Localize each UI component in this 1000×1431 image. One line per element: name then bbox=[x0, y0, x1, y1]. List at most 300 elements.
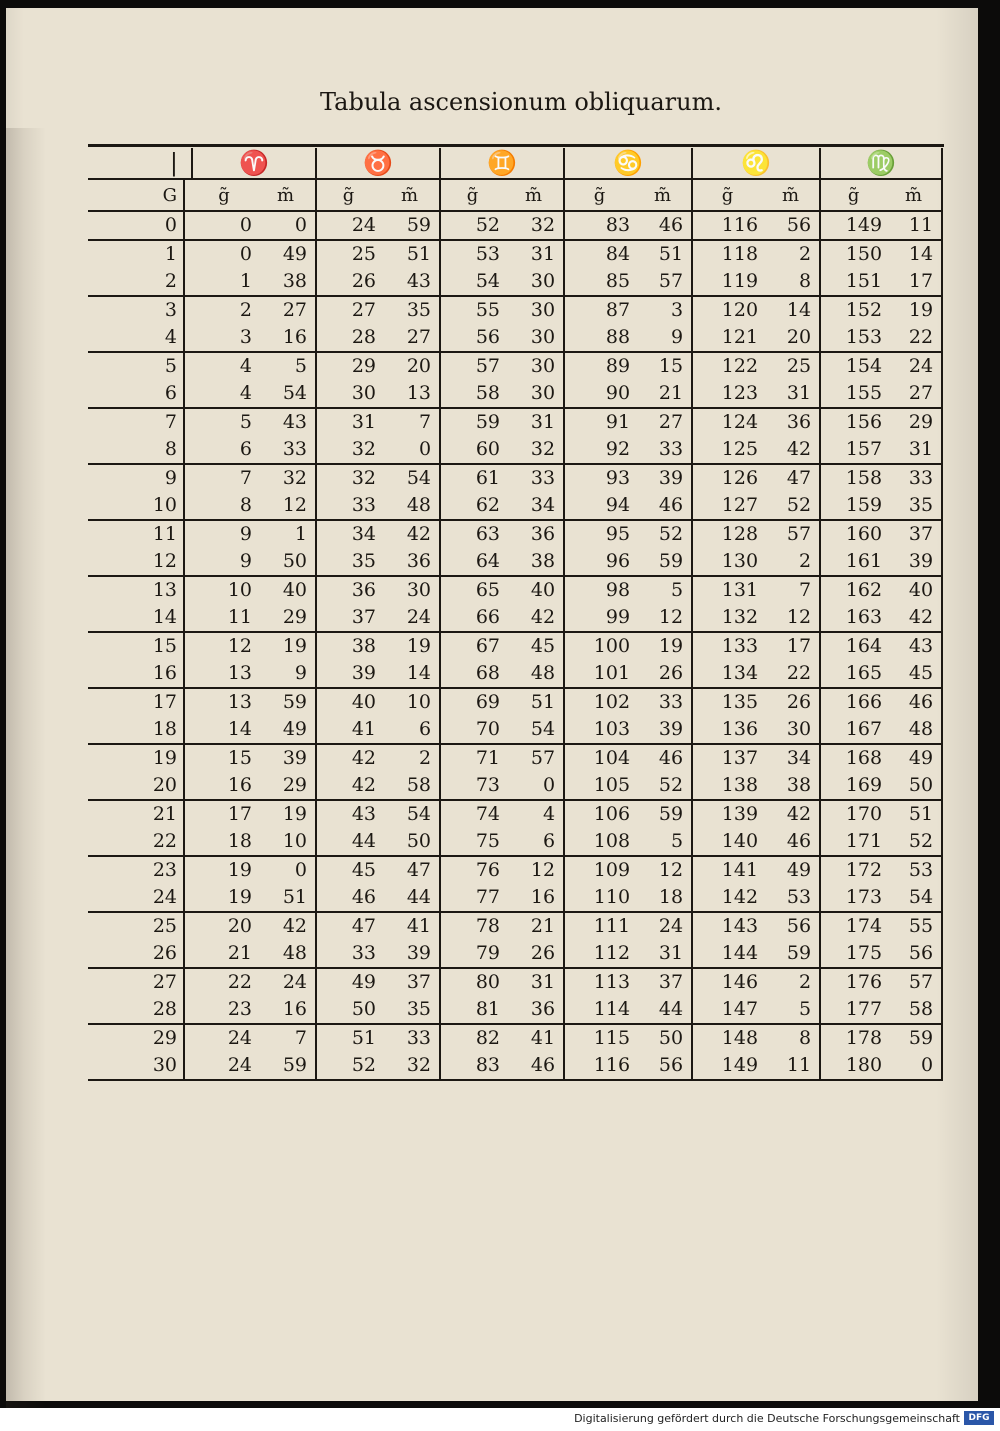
unit-deg-aries: g̃ bbox=[192, 179, 256, 211]
degree-cell: 29 bbox=[88, 1024, 184, 1052]
value-deg-leo: 140 bbox=[721, 830, 759, 852]
value-min-aries: 40 bbox=[256, 576, 316, 604]
value-min-taurus: 0 bbox=[380, 436, 440, 464]
value-deg-gemini: 58 bbox=[475, 382, 501, 404]
value-deg-taurus: 37 bbox=[351, 606, 377, 628]
value-min-leo: 8 bbox=[762, 1024, 820, 1052]
row-spacer bbox=[184, 576, 192, 604]
value-min-virgo: 49 bbox=[886, 744, 942, 772]
value-deg-leo: 119 bbox=[721, 270, 759, 292]
value-min-cancer: 39 bbox=[634, 716, 692, 744]
value-deg-virgo: 157 bbox=[845, 438, 883, 460]
value-deg-aries: 19 bbox=[227, 886, 252, 908]
value-deg-virgo: 168 bbox=[820, 744, 886, 772]
value-deg-aries: 18 bbox=[227, 830, 252, 852]
value-min-cancer: 57 bbox=[634, 268, 692, 296]
value-min-cancer: 12 bbox=[634, 604, 692, 632]
row-spacer bbox=[184, 324, 192, 352]
value-min-cancer: 37 bbox=[634, 968, 692, 996]
value-deg-virgo: 161 bbox=[845, 550, 883, 572]
value-deg-cancer: 115 bbox=[564, 1024, 634, 1052]
value-min-virgo: 17 bbox=[886, 268, 942, 296]
value-min-leo: 47 bbox=[762, 464, 820, 492]
table-row bbox=[88, 632, 942, 660]
table-row bbox=[88, 884, 942, 912]
value-min-gemini: 16 bbox=[504, 884, 564, 912]
table-row bbox=[88, 800, 942, 828]
value-deg-cancer: 105 bbox=[593, 774, 631, 796]
value-min-aries: 29 bbox=[256, 604, 316, 632]
value-min-virgo: 40 bbox=[886, 576, 942, 604]
table-row bbox=[88, 324, 942, 352]
value-min-leo: 52 bbox=[762, 492, 820, 520]
value-min-cancer: 59 bbox=[634, 548, 692, 576]
value-min-taurus: 35 bbox=[380, 996, 440, 1024]
value-min-leo: 11 bbox=[762, 1052, 820, 1080]
value-deg-cancer: 116 bbox=[564, 1052, 634, 1080]
value-deg-taurus: 47 bbox=[316, 912, 380, 940]
degree-cell: 17 bbox=[88, 688, 184, 716]
value-min-aries: 38 bbox=[256, 268, 316, 296]
value-deg-leo: 125 bbox=[721, 438, 759, 460]
value-deg-leo: 136 bbox=[721, 718, 759, 740]
value-deg-virgo: 165 bbox=[845, 662, 883, 684]
value-deg-aries: 3 bbox=[239, 326, 252, 348]
value-min-gemini: 36 bbox=[504, 996, 564, 1024]
value-deg-leo: 144 bbox=[721, 942, 759, 964]
value-min-aries: 32 bbox=[256, 464, 316, 492]
value-deg-cancer: 92 bbox=[605, 438, 631, 460]
degree-cell: 16 bbox=[88, 660, 184, 688]
value-min-aries: 12 bbox=[256, 492, 316, 520]
row-spacer bbox=[184, 884, 192, 912]
degree-cell: 20 bbox=[88, 772, 184, 800]
value-deg-virgo: 149 bbox=[820, 211, 886, 240]
value-deg-gemini: 53 bbox=[440, 240, 504, 268]
value-deg-virgo: 180 bbox=[820, 1052, 886, 1080]
value-min-cancer: 27 bbox=[634, 408, 692, 436]
table-row bbox=[88, 240, 942, 268]
row-spacer bbox=[184, 772, 192, 800]
value-deg-taurus: 46 bbox=[351, 886, 377, 908]
table-row bbox=[88, 380, 942, 408]
value-min-gemini: 30 bbox=[504, 380, 564, 408]
value-deg-gemini: 74 bbox=[440, 800, 504, 828]
value-min-leo: 2 bbox=[762, 240, 820, 268]
value-deg-taurus: 35 bbox=[351, 550, 377, 572]
value-min-taurus: 47 bbox=[380, 856, 440, 884]
value-min-gemini: 57 bbox=[504, 744, 564, 772]
value-min-aries: 0 bbox=[256, 856, 316, 884]
degree-cell: 25 bbox=[88, 912, 184, 940]
sign-leo-icon: ♌ bbox=[692, 148, 820, 179]
value-min-gemini: 26 bbox=[504, 940, 564, 968]
value-min-cancer: 15 bbox=[634, 352, 692, 380]
value-min-aries: 10 bbox=[256, 828, 316, 856]
value-deg-taurus: 44 bbox=[351, 830, 377, 852]
value-deg-leo: 139 bbox=[692, 800, 762, 828]
table-row bbox=[88, 828, 942, 856]
row-spacer bbox=[184, 604, 192, 632]
value-min-aries: 49 bbox=[256, 716, 316, 744]
value-min-leo: 56 bbox=[762, 912, 820, 940]
table-row bbox=[88, 744, 942, 772]
value-min-taurus: 13 bbox=[380, 380, 440, 408]
degree-cell: 28 bbox=[88, 996, 184, 1024]
value-min-virgo: 59 bbox=[886, 1024, 942, 1052]
ascension-table bbox=[88, 148, 943, 1081]
value-deg-leo: 147 bbox=[721, 998, 759, 1020]
value-min-aries: 48 bbox=[256, 940, 316, 968]
unit-min-virgo: m̃ bbox=[886, 179, 942, 211]
value-min-gemini: 31 bbox=[504, 408, 564, 436]
value-deg-aries: 14 bbox=[227, 718, 252, 740]
value-min-gemini: 45 bbox=[504, 632, 564, 660]
value-min-leo: 57 bbox=[762, 520, 820, 548]
value-deg-cancer: 88 bbox=[605, 326, 631, 348]
row-spacer bbox=[184, 520, 192, 548]
value-min-virgo: 24 bbox=[886, 352, 942, 380]
value-deg-taurus: 24 bbox=[316, 211, 380, 240]
value-min-gemini: 30 bbox=[504, 296, 564, 324]
value-min-taurus: 50 bbox=[380, 828, 440, 856]
value-deg-gemini: 55 bbox=[440, 296, 504, 324]
value-min-cancer: 44 bbox=[634, 996, 692, 1024]
value-min-virgo: 52 bbox=[886, 828, 942, 856]
value-min-cancer: 31 bbox=[634, 940, 692, 968]
value-deg-cancer: 113 bbox=[564, 968, 634, 996]
value-deg-leo: 141 bbox=[692, 856, 762, 884]
value-min-cancer: 19 bbox=[634, 632, 692, 660]
value-deg-cancer: 90 bbox=[605, 382, 631, 404]
value-deg-aries: 7 bbox=[192, 464, 256, 492]
value-min-cancer: 46 bbox=[634, 744, 692, 772]
value-min-taurus: 44 bbox=[380, 884, 440, 912]
value-deg-cancer: 102 bbox=[564, 688, 634, 716]
row-spacer bbox=[184, 856, 192, 884]
value-deg-leo: 146 bbox=[692, 968, 762, 996]
value-deg-leo: 124 bbox=[692, 408, 762, 436]
value-min-aries: 16 bbox=[256, 996, 316, 1024]
value-deg-taurus: 32 bbox=[351, 438, 377, 460]
value-deg-cancer: 96 bbox=[605, 550, 631, 572]
value-min-leo: 56 bbox=[762, 211, 820, 240]
value-min-gemini: 51 bbox=[504, 688, 564, 716]
value-min-gemini: 21 bbox=[504, 912, 564, 940]
sign-cancer-icon: ♋ bbox=[564, 148, 692, 179]
value-deg-taurus: 29 bbox=[316, 352, 380, 380]
row-spacer bbox=[184, 408, 192, 436]
value-deg-gemini: 64 bbox=[475, 550, 501, 572]
value-min-leo: 53 bbox=[762, 884, 820, 912]
degree-cell: 8 bbox=[88, 436, 184, 464]
value-deg-leo: 130 bbox=[721, 550, 759, 572]
value-deg-cancer: 106 bbox=[564, 800, 634, 828]
table-row bbox=[88, 464, 942, 492]
value-deg-cancer: 91 bbox=[564, 408, 634, 436]
sign-virgo-icon: ♍ bbox=[820, 148, 942, 179]
value-min-gemini: 30 bbox=[504, 324, 564, 352]
value-deg-aries: 9 bbox=[192, 520, 256, 548]
value-deg-virgo: 173 bbox=[845, 886, 883, 908]
value-deg-aries: 1 bbox=[239, 270, 252, 292]
row-spacer bbox=[184, 800, 192, 828]
value-deg-virgo: 170 bbox=[820, 800, 886, 828]
value-min-taurus: 37 bbox=[380, 968, 440, 996]
value-min-leo: 31 bbox=[762, 380, 820, 408]
value-min-virgo: 31 bbox=[886, 436, 942, 464]
row-spacer bbox=[184, 296, 192, 324]
value-min-aries: 59 bbox=[256, 1052, 316, 1080]
degree-cell: 7 bbox=[88, 408, 184, 436]
value-min-cancer: 52 bbox=[634, 772, 692, 800]
value-min-taurus: 58 bbox=[380, 772, 440, 800]
value-deg-virgo: 151 bbox=[845, 270, 883, 292]
value-deg-taurus: 28 bbox=[351, 326, 377, 348]
value-min-aries: 33 bbox=[256, 436, 316, 464]
value-deg-leo: 135 bbox=[692, 688, 762, 716]
unit-spacer bbox=[184, 179, 192, 211]
unit-min-taurus: m̃ bbox=[380, 179, 440, 211]
value-deg-aries: 24 bbox=[192, 1052, 256, 1080]
value-min-virgo: 29 bbox=[886, 408, 942, 436]
value-min-cancer: 24 bbox=[634, 912, 692, 940]
value-deg-virgo: 163 bbox=[845, 606, 883, 628]
value-deg-taurus: 52 bbox=[316, 1052, 380, 1080]
value-min-aries: 29 bbox=[256, 772, 316, 800]
row-spacer bbox=[184, 912, 192, 940]
value-min-aries: 0 bbox=[256, 211, 316, 240]
value-deg-leo: 118 bbox=[692, 240, 762, 268]
unit-deg-taurus: g̃ bbox=[316, 179, 380, 211]
value-deg-cancer: 85 bbox=[605, 270, 631, 292]
value-min-gemini: 4 bbox=[504, 800, 564, 828]
degree-cell: 2 bbox=[88, 268, 184, 296]
value-deg-gemini: 81 bbox=[475, 998, 501, 1020]
row-spacer bbox=[184, 464, 192, 492]
degree-cell: 21 bbox=[88, 800, 184, 828]
value-deg-cancer: 98 bbox=[564, 576, 634, 604]
degree-cell: 5 bbox=[88, 352, 184, 380]
value-min-aries: 42 bbox=[256, 912, 316, 940]
table-row bbox=[88, 912, 942, 940]
table-row bbox=[88, 772, 942, 800]
value-deg-taurus: 34 bbox=[316, 520, 380, 548]
value-min-leo: 12 bbox=[762, 604, 820, 632]
value-deg-gemini: 56 bbox=[475, 326, 501, 348]
value-min-gemini: 42 bbox=[504, 604, 564, 632]
sign-aries-icon: ♈ bbox=[192, 148, 316, 179]
value-min-virgo: 39 bbox=[886, 548, 942, 576]
value-deg-gemini: 76 bbox=[440, 856, 504, 884]
value-deg-aries: 12 bbox=[192, 632, 256, 660]
value-min-virgo: 50 bbox=[886, 772, 942, 800]
value-deg-virgo: 160 bbox=[820, 520, 886, 548]
value-deg-gemini: 80 bbox=[440, 968, 504, 996]
table-row bbox=[88, 940, 942, 968]
value-min-aries: 7 bbox=[256, 1024, 316, 1052]
value-deg-aries: 23 bbox=[227, 998, 252, 1020]
value-deg-cancer: 94 bbox=[605, 494, 631, 516]
unit-deg-leo: g̃ bbox=[692, 179, 762, 211]
table-row bbox=[88, 1024, 942, 1052]
row-spacer bbox=[184, 828, 192, 856]
row-spacer bbox=[184, 352, 192, 380]
unit-deg-cancer: g̃ bbox=[564, 179, 634, 211]
value-min-virgo: 0 bbox=[886, 1052, 942, 1080]
value-min-taurus: 42 bbox=[380, 520, 440, 548]
value-deg-aries: 13 bbox=[192, 688, 256, 716]
value-min-leo: 8 bbox=[762, 268, 820, 296]
value-deg-cancer: 108 bbox=[593, 830, 631, 852]
degree-cell: 4 bbox=[88, 324, 184, 352]
value-deg-aries: 5 bbox=[192, 408, 256, 436]
value-min-cancer: 26 bbox=[634, 660, 692, 688]
sign-gemini-icon: ♊ bbox=[440, 148, 564, 179]
value-min-virgo: 57 bbox=[886, 968, 942, 996]
value-min-taurus: 20 bbox=[380, 352, 440, 380]
value-min-virgo: 54 bbox=[886, 884, 942, 912]
value-deg-gemini: 68 bbox=[475, 662, 501, 684]
value-min-virgo: 58 bbox=[886, 996, 942, 1024]
value-deg-virgo: 175 bbox=[845, 942, 883, 964]
value-min-taurus: 7 bbox=[380, 408, 440, 436]
value-min-aries: 49 bbox=[256, 240, 316, 268]
degree-cell: 22 bbox=[88, 828, 184, 856]
value-deg-virgo: 154 bbox=[820, 352, 886, 380]
value-deg-leo: 128 bbox=[692, 520, 762, 548]
value-min-taurus: 30 bbox=[380, 576, 440, 604]
value-min-cancer: 46 bbox=[634, 211, 692, 240]
value-deg-taurus: 45 bbox=[316, 856, 380, 884]
value-min-gemini: 46 bbox=[504, 1052, 564, 1080]
value-min-virgo: 48 bbox=[886, 716, 942, 744]
value-min-gemini: 38 bbox=[504, 548, 564, 576]
value-min-aries: 16 bbox=[256, 324, 316, 352]
table-row bbox=[88, 996, 942, 1024]
value-deg-virgo: 152 bbox=[820, 296, 886, 324]
value-min-leo: 5 bbox=[762, 996, 820, 1024]
value-deg-taurus: 42 bbox=[316, 744, 380, 772]
value-min-cancer: 51 bbox=[634, 240, 692, 268]
value-deg-gemini: 60 bbox=[475, 438, 501, 460]
unit-min-gemini: m̃ bbox=[504, 179, 564, 211]
value-min-cancer: 56 bbox=[634, 1052, 692, 1080]
value-min-aries: 51 bbox=[256, 884, 316, 912]
table-body bbox=[88, 148, 942, 1080]
table-row bbox=[88, 716, 942, 744]
value-min-virgo: 22 bbox=[886, 324, 942, 352]
table-row bbox=[88, 1052, 942, 1080]
value-min-gemini: 0 bbox=[504, 772, 564, 800]
value-deg-gemini: 57 bbox=[440, 352, 504, 380]
value-deg-leo: 134 bbox=[721, 662, 759, 684]
value-min-gemini: 30 bbox=[504, 268, 564, 296]
value-deg-leo: 127 bbox=[721, 494, 759, 516]
value-min-aries: 9 bbox=[256, 660, 316, 688]
value-min-aries: 54 bbox=[256, 380, 316, 408]
degree-cell: 23 bbox=[88, 856, 184, 884]
value-min-gemini: 48 bbox=[504, 660, 564, 688]
value-deg-taurus: 42 bbox=[351, 774, 377, 796]
value-min-virgo: 55 bbox=[886, 912, 942, 940]
value-deg-taurus: 33 bbox=[351, 942, 377, 964]
value-min-taurus: 19 bbox=[380, 632, 440, 660]
value-deg-virgo: 156 bbox=[820, 408, 886, 436]
degree-cell: 0 bbox=[88, 211, 184, 240]
value-min-cancer: 50 bbox=[634, 1024, 692, 1052]
dfg-logo-icon: DFG bbox=[964, 1411, 994, 1425]
table-row bbox=[88, 856, 942, 884]
value-min-virgo: 46 bbox=[886, 688, 942, 716]
unit-min-cancer: m̃ bbox=[634, 179, 692, 211]
value-deg-leo: 138 bbox=[721, 774, 759, 796]
value-deg-aries: 15 bbox=[192, 744, 256, 772]
value-min-leo: 59 bbox=[762, 940, 820, 968]
value-min-taurus: 24 bbox=[380, 604, 440, 632]
row-spacer bbox=[184, 268, 192, 296]
value-min-aries: 27 bbox=[256, 296, 316, 324]
value-min-taurus: 51 bbox=[380, 240, 440, 268]
value-deg-taurus: 26 bbox=[351, 270, 377, 292]
value-deg-aries: 16 bbox=[227, 774, 252, 796]
degree-cell: 14 bbox=[88, 604, 184, 632]
table-row bbox=[88, 660, 942, 688]
value-deg-leo: 132 bbox=[721, 606, 759, 628]
value-deg-taurus: 36 bbox=[316, 576, 380, 604]
sign-header-row bbox=[88, 148, 942, 179]
value-min-cancer: 52 bbox=[634, 520, 692, 548]
degree-cell: 3 bbox=[88, 296, 184, 324]
value-deg-aries: 9 bbox=[239, 550, 252, 572]
row-spacer bbox=[184, 940, 192, 968]
value-min-leo: 34 bbox=[762, 744, 820, 772]
value-min-virgo: 33 bbox=[886, 464, 942, 492]
value-min-leo: 30 bbox=[762, 716, 820, 744]
value-min-gemini: 32 bbox=[504, 436, 564, 464]
value-deg-gemini: 62 bbox=[475, 494, 501, 516]
value-deg-gemini: 70 bbox=[475, 718, 501, 740]
value-min-gemini: 34 bbox=[504, 492, 564, 520]
value-min-cancer: 9 bbox=[634, 324, 692, 352]
degree-cell: 10 bbox=[88, 492, 184, 520]
value-min-cancer: 5 bbox=[634, 576, 692, 604]
value-min-taurus: 54 bbox=[380, 464, 440, 492]
page-title: Tabula ascensionum obliquarum. bbox=[320, 88, 722, 116]
degree-cell: 24 bbox=[88, 884, 184, 912]
value-min-leo: 26 bbox=[762, 688, 820, 716]
value-min-cancer: 3 bbox=[634, 296, 692, 324]
value-min-virgo: 14 bbox=[886, 240, 942, 268]
sign-taurus-icon: ♉ bbox=[316, 148, 440, 179]
unit-min-aries: m̃ bbox=[256, 179, 316, 211]
value-min-gemini: 12 bbox=[504, 856, 564, 884]
value-deg-gemini: 78 bbox=[440, 912, 504, 940]
value-deg-aries: 22 bbox=[192, 968, 256, 996]
value-deg-taurus: 40 bbox=[316, 688, 380, 716]
value-deg-aries: 10 bbox=[192, 576, 256, 604]
value-deg-aries: 21 bbox=[227, 942, 252, 964]
table-row bbox=[88, 968, 942, 996]
value-deg-virgo: 155 bbox=[845, 382, 883, 404]
value-min-aries: 50 bbox=[256, 548, 316, 576]
value-deg-virgo: 150 bbox=[820, 240, 886, 268]
value-deg-virgo: 162 bbox=[820, 576, 886, 604]
row-spacer bbox=[184, 548, 192, 576]
value-min-leo: 7 bbox=[762, 576, 820, 604]
value-deg-leo: 142 bbox=[721, 886, 759, 908]
value-min-leo: 2 bbox=[762, 968, 820, 996]
